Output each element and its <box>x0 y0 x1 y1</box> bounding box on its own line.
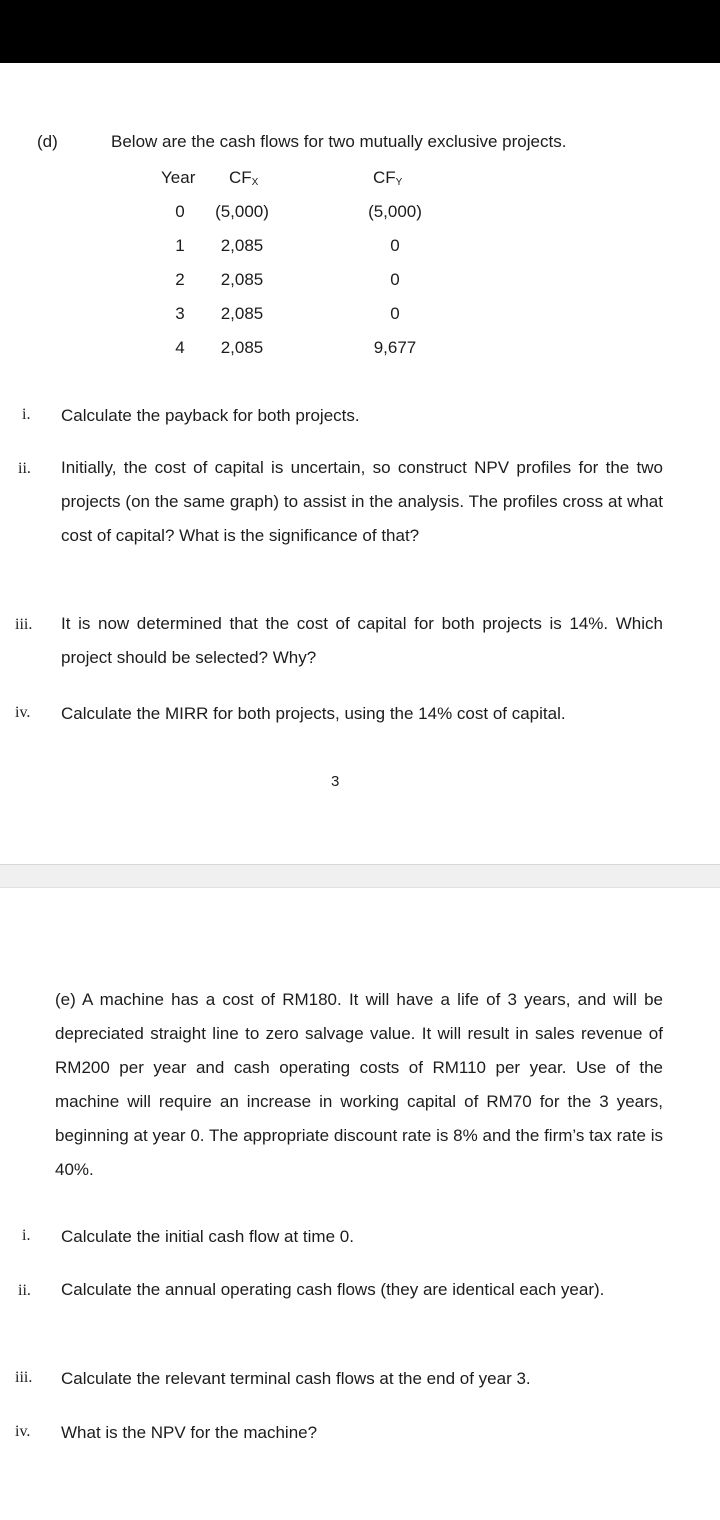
question-e-i-number: i. <box>22 1227 31 1244</box>
question-e-ii-number: ii. <box>18 1282 31 1299</box>
cell-year-0: 0 <box>175 202 185 221</box>
header-cfy: $CF_Y$ <box>373 168 403 188</box>
cell-cfy-0: (5,000) <box>368 202 422 221</box>
cell-cfx-0: (5,000) <box>215 202 269 221</box>
question-e-iv-number: iv. <box>15 1423 31 1440</box>
cell-year-4: 4 <box>175 338 185 357</box>
question-d-iv-number: iv. <box>15 704 31 721</box>
question-e-iii-number: iii. <box>15 1369 33 1386</box>
question-d-i-number: i. <box>22 406 31 423</box>
question-d-ii-number: ii. <box>18 460 31 477</box>
cell-cfy-3: 0 <box>390 304 400 323</box>
section-d-label: (d) <box>37 132 58 151</box>
page-separator <box>0 864 720 888</box>
cell-year-3: 3 <box>175 304 185 323</box>
cell-year-1: 1 <box>175 236 185 255</box>
top-black-bar <box>0 0 720 63</box>
section-e-text: (e) A machine has a cost of RM180. It will have a life of 3 years, and will be depreciated straight line to zero salvage value. It will result in sales revenue of RM200 per year and cash operating costs of RM110 per year. Use of the machine will require an increase in working capital of RM70 for the 3 years, beginning at year 0. The appropriate discount rate is 8% and the firm’s tax rate is 40%. <box>55 990 663 1179</box>
cell-cfx-1: 2,085 <box>220 236 264 255</box>
section-d-intro: Below are the cash flows for two mutually exclusive projects. <box>111 132 567 151</box>
question-e-iii-text: Calculate the relevant terminal cash flows at the end of year 3. <box>61 1369 531 1388</box>
question-d-iii-text: It is now determined that the cost of capital for both projects is 14%. Which project should be selected? Why? <box>61 614 663 667</box>
page-number: 3 <box>331 773 340 790</box>
header-cfx: $CF_X$ <box>229 168 259 188</box>
cell-year-2: 2 <box>175 270 185 289</box>
cell-cfx-2: 2,085 <box>220 270 264 289</box>
question-e-iv-text: What is the NPV for the machine? <box>61 1423 318 1442</box>
cell-cfy-1: 0 <box>390 236 400 255</box>
question-d-ii-text: Initially, the cost of capital is uncertain, so construct NPV profiles for the two projects (on the same graph) to assist in the analysis. The profiles cross at what cost of capital? What is the significance of that? <box>61 458 663 545</box>
question-e-ii-text: Calculate the annual operating cash flows (they are identical each year). <box>61 1280 605 1299</box>
question-d-iii-number: iii. <box>15 616 33 633</box>
header-year: Year <box>161 168 196 187</box>
cell-cfy-2: 0 <box>390 270 400 289</box>
question-d-iv-text: Calculate the MIRR for both projects, using the 14% cost of capital. <box>61 704 566 723</box>
cell-cfx-4: 2,085 <box>220 338 264 357</box>
cell-cfy-4: 9,677 <box>373 338 417 357</box>
question-e-i-text: Calculate the initial cash flow at time 0. <box>61 1227 354 1246</box>
cell-cfx-3: 2,085 <box>220 304 264 323</box>
question-d-i-text: Calculate the payback for both projects. <box>61 406 360 425</box>
